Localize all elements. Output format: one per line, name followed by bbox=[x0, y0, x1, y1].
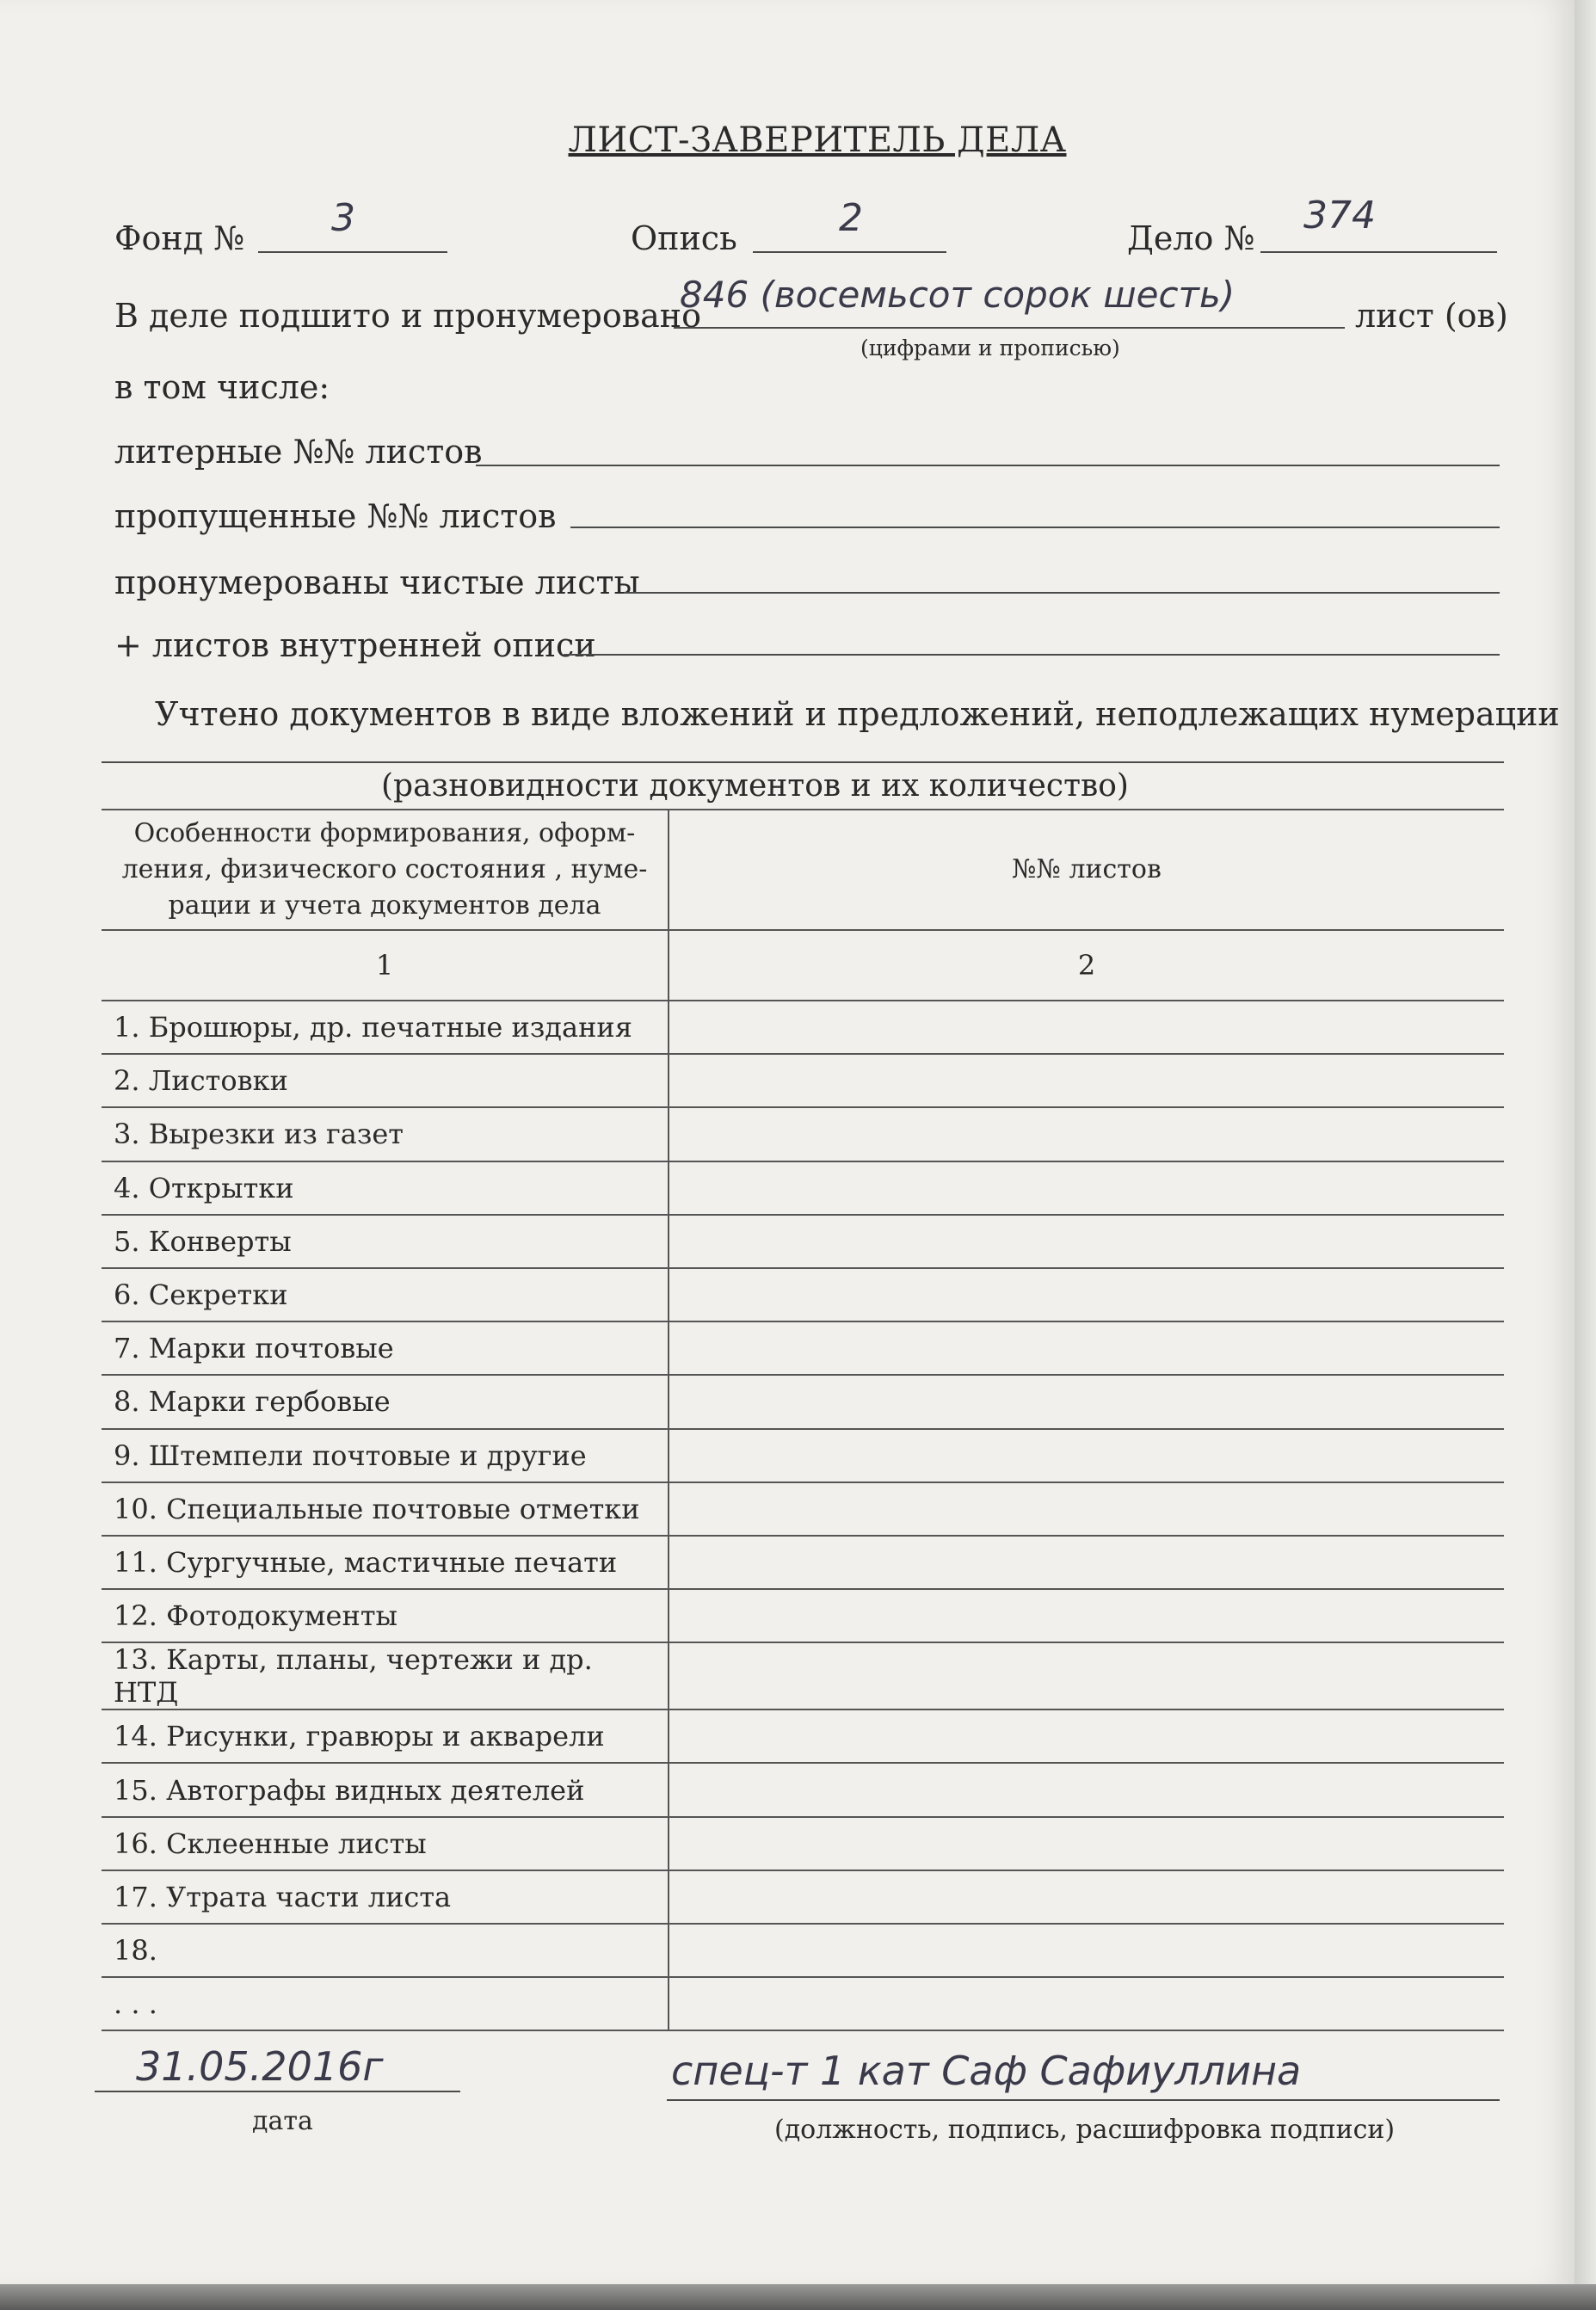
table-row-value bbox=[669, 1870, 1504, 1924]
table-row-label: 12. Фотодокументы bbox=[102, 1589, 669, 1642]
document-title: ЛИСТ-ЗАВЕРИТЕЛЬ ДЕЛА bbox=[568, 120, 1067, 160]
table-row-label: 1. Брошюры, др. печатные издания bbox=[102, 1001, 669, 1054]
signature-label: (должность, подпись, расшифровка подписи) bbox=[774, 2115, 1396, 2145]
table-row bbox=[102, 1709, 1504, 1763]
delo-underline bbox=[1260, 251, 1497, 253]
delo-label: Дело № bbox=[1127, 219, 1255, 257]
document-features-table bbox=[102, 809, 1504, 2031]
table-row bbox=[102, 1001, 1504, 1054]
attachments-hint: (разновидности документов и их количество) bbox=[381, 768, 1129, 804]
table-row bbox=[102, 1161, 1504, 1215]
table-row bbox=[102, 1054, 1504, 1107]
including-label: в том числе: bbox=[114, 368, 330, 406]
table-row-label: 2. Листовки bbox=[102, 1054, 669, 1107]
table-row-value bbox=[669, 1321, 1504, 1375]
table-row-value bbox=[669, 1215, 1504, 1268]
literal-sheets-underline bbox=[476, 465, 1500, 466]
table-row-label: 8. Марки гербовые bbox=[102, 1375, 669, 1428]
fond-underline bbox=[258, 251, 447, 253]
table-row-label: 5. Конверты bbox=[102, 1215, 669, 1268]
table-row-value bbox=[669, 1054, 1504, 1107]
table-row bbox=[102, 1321, 1504, 1375]
table-row-label: . . . bbox=[102, 1977, 669, 2030]
table-row-label: 15. Автографы видных деятелей bbox=[102, 1763, 669, 1816]
table-row-label: 17. Утрата части листа bbox=[102, 1870, 669, 1924]
table-row-value bbox=[669, 1107, 1504, 1161]
table-row-value bbox=[669, 1817, 1504, 1870]
sheets-unit: лист (ов) bbox=[1355, 297, 1508, 335]
sheets-hint: (цифрами и прописью) bbox=[860, 336, 1120, 360]
table-row bbox=[102, 1268, 1504, 1321]
table-header-row bbox=[102, 810, 1504, 930]
date-underline bbox=[95, 2091, 460, 2092]
table-row bbox=[102, 1977, 1504, 2030]
page-edge-bottom bbox=[0, 2284, 1596, 2310]
table-row bbox=[102, 1817, 1504, 1870]
date-label: дата bbox=[252, 2106, 313, 2136]
table-row-value bbox=[669, 1763, 1504, 1816]
table-row-label: 4. Открытки bbox=[102, 1161, 669, 1215]
page-edge bbox=[1574, 0, 1596, 2284]
missing-sheets-underline bbox=[570, 527, 1500, 528]
table-row-value bbox=[669, 1536, 1504, 1589]
opis-label: Опись bbox=[631, 219, 737, 257]
table-row bbox=[102, 1215, 1504, 1268]
table-row-value bbox=[669, 1709, 1504, 1763]
table-row bbox=[102, 1107, 1504, 1161]
delo-value: 374 bbox=[1303, 194, 1376, 237]
fond-value: 3 bbox=[331, 196, 355, 240]
table-row bbox=[102, 1536, 1504, 1589]
table-row-label: 14. Рисунки, гравюры и акварели bbox=[102, 1709, 669, 1763]
inner-inventory-underline bbox=[564, 654, 1500, 656]
table-row-value bbox=[669, 1642, 1504, 1709]
col2-header: №№ листов bbox=[669, 810, 1504, 930]
fond-label: Фонд № bbox=[114, 219, 245, 257]
table-row-value bbox=[669, 1001, 1504, 1054]
table-row-label: 18. bbox=[102, 1924, 669, 1977]
table-row-label: 3. Вырезки из газет bbox=[102, 1107, 669, 1161]
literal-sheets-label: литерные №№ листов bbox=[114, 433, 483, 471]
table-row-label: 7. Марки почтовые bbox=[102, 1321, 669, 1375]
table-row-label: 9. Штемпели почтовые и другие bbox=[102, 1429, 669, 1482]
opis-underline bbox=[753, 251, 946, 253]
signature-value: спец-т 1 кат Саф Сафиуллина bbox=[671, 2048, 1302, 2094]
table-row-label: 13. Карты, планы, чертежи и др. НТД bbox=[102, 1642, 669, 1709]
table-row-value bbox=[669, 1161, 1504, 1215]
table-row-label: 6. Секретки bbox=[102, 1268, 669, 1321]
table-row-value bbox=[669, 1482, 1504, 1536]
table-row-label: 11. Сургучные, мастичные печати bbox=[102, 1536, 669, 1589]
col2-number: 2 bbox=[669, 930, 1504, 1001]
table-row-value bbox=[669, 1589, 1504, 1642]
missing-sheets-label: пропущенные №№ листов bbox=[114, 497, 557, 535]
col1-header: Особенности формирования, оформ-ления, физического состояния , нуме-рации и учета документов дела bbox=[102, 810, 669, 930]
attachments-heading: Учтено документов в виде вложений и предложений, неподлежащих нумерации bbox=[155, 695, 1560, 733]
blank-sheets-label: пронумерованы чистые листы bbox=[114, 564, 640, 601]
sheets-value: 846 (восемьсот сорок шесть) bbox=[680, 274, 1236, 316]
table-column-number-row bbox=[102, 930, 1504, 1001]
attachments-underline bbox=[102, 761, 1504, 763]
opis-value: 2 bbox=[839, 196, 863, 240]
table-row bbox=[102, 1870, 1504, 1924]
table-row bbox=[102, 1429, 1504, 1482]
table-row bbox=[102, 1642, 1504, 1709]
table-row-value bbox=[669, 1375, 1504, 1428]
table-row-label: 16. Склеенные листы bbox=[102, 1817, 669, 1870]
inner-inventory-label: + листов внутренней описи bbox=[114, 626, 596, 664]
table-row bbox=[102, 1763, 1504, 1816]
table-row-label: 10. Специальные почтовые отметки bbox=[102, 1482, 669, 1536]
table-row-value bbox=[669, 1268, 1504, 1321]
table-row-value bbox=[669, 1977, 1504, 2030]
table-row bbox=[102, 1375, 1504, 1428]
table-row bbox=[102, 1924, 1504, 1977]
table-row-value bbox=[669, 1924, 1504, 1977]
signature-underline bbox=[667, 2099, 1500, 2101]
table-row bbox=[102, 1482, 1504, 1536]
table-row-value bbox=[669, 1429, 1504, 1482]
col1-number: 1 bbox=[102, 930, 669, 1001]
blank-sheets-underline bbox=[624, 592, 1500, 594]
date-value: 31.05.2016г bbox=[136, 2043, 384, 2090]
sheets-label: В деле подшито и пронумеровано bbox=[114, 297, 701, 335]
table-row bbox=[102, 1589, 1504, 1642]
sheets-underline bbox=[674, 327, 1345, 329]
